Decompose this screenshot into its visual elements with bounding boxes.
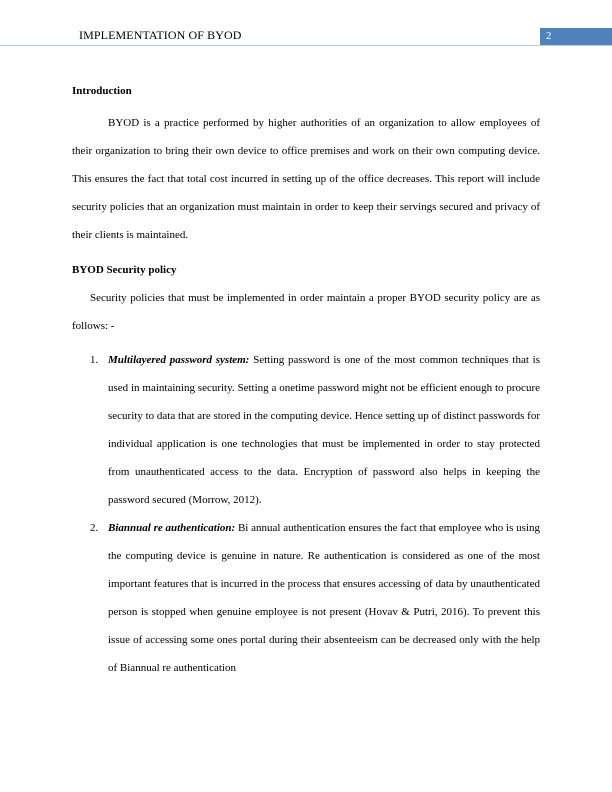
list-item-text: Bi annual authentication ensures the fact that employee who is using the computing device is genuine in nature. Re authentication is considered as one of the most important features that is incurred in the process that ensures accessing of data by unauthenticated person is stopped when genuine employee is not present (Hovav & Putri, 2016). To prevent this issue of accessing some ones portal during their absenteeism can be decreased only with the help of Biannual re authentication bbox=[108, 522, 540, 674]
introduction-heading: Introduction bbox=[72, 85, 132, 97]
page-number-badge: 2 bbox=[540, 28, 612, 45]
header-divider bbox=[0, 45, 612, 46]
list-item bbox=[72, 346, 540, 514]
document-body bbox=[72, 82, 540, 682]
introduction-paragraph: BYOD is a practice performed by higher authorities of an organization to allow employees of their organization to bring their own device to office premises and work on their own computing device. This ensures the fact that total cost incurred in setting up of the office decreases. This report will include security policies that an organization must maintain in order to keep their servings secured and privacy of their clients is maintained. bbox=[72, 117, 540, 241]
policy-list bbox=[72, 346, 540, 682]
running-header-title: IMPLEMENTATION OF BYOD bbox=[79, 28, 242, 42]
list-item-term: Biannual re authentication: bbox=[108, 522, 236, 534]
list-item bbox=[72, 514, 540, 682]
security-policy-heading: BYOD Security policy bbox=[72, 264, 177, 276]
security-policy-intro: Security policies that must be implemented in order maintain a proper BYOD security policy are as follows: - bbox=[72, 292, 540, 332]
list-item-number: 1. bbox=[90, 354, 99, 366]
list-item-number: 2. bbox=[90, 522, 99, 534]
list-item-text: Setting password is one of the most common techniques that is used in maintaining security. Setting a onetime password might not be efficient enough to procure security to data that are stored in the computing device. Hence setting up of distinct passwords for individual application is one technologies that must be implemented in order to stay protected from unauthenticated access to the data. Encryption of password also helps in keeping the password secured (Morrow, 2012). bbox=[108, 354, 540, 506]
list-item-term: Multilayered password system: bbox=[108, 354, 250, 366]
